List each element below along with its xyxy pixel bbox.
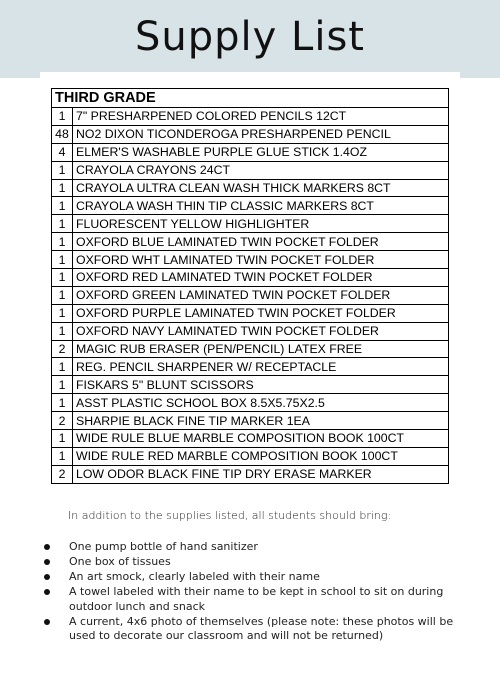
item-cell: ELMER'S WASHABLE PURPLE GLUE STICK 1.4OZ xyxy=(73,143,449,161)
list-item xyxy=(44,570,472,585)
item-cell: LOW ODOR BLACK FINE TIP DRY ERASE MARKER xyxy=(73,465,449,483)
list-item-text: A towel labeled with their name to be kept in school to sit on during outdoor lunch and snack xyxy=(69,585,444,613)
item-cell: REG. PENCIL SHARPENER W/ RECEPTACLE xyxy=(73,358,449,376)
intro-text: In addition to the supplies listed, all students should bring: xyxy=(68,509,392,522)
quantity-cell: 2 xyxy=(52,465,73,483)
table-row xyxy=(52,125,449,143)
list-item-text: An art smock, clearly labeled with their name xyxy=(69,570,320,583)
item-cell: NO2 DIXON TICONDEROGA PRESHARPENED PENCIL xyxy=(73,125,449,143)
table-row xyxy=(52,108,449,126)
table-row xyxy=(52,269,449,287)
table-row xyxy=(52,233,449,251)
item-cell: OXFORD PURPLE LAMINATED TWIN POCKET FOLDER xyxy=(73,304,449,322)
quantity-cell: 1 xyxy=(52,179,73,197)
table-row xyxy=(52,358,449,376)
table-row xyxy=(52,412,449,430)
table-row xyxy=(52,394,449,412)
table-row xyxy=(52,376,449,394)
quantity-cell: 1 xyxy=(52,197,73,215)
list-item xyxy=(44,555,472,570)
quantity-cell: 1 xyxy=(52,286,73,304)
item-cell: WIDE RULE BLUE MARBLE COMPOSITION BOOK 100CT xyxy=(73,430,449,448)
item-cell: MAGIC RUB ERASER (PEN/PENCIL) LATEX FREE xyxy=(73,340,449,358)
quantity-cell: 1 xyxy=(52,322,73,340)
bullet-icon xyxy=(44,619,50,625)
quantity-cell: 1 xyxy=(52,251,73,269)
bullet-icon xyxy=(44,544,50,550)
item-cell: 7" PRESHARPENED COLORED PENCILS 12CT xyxy=(73,108,449,126)
page-title: Supply List xyxy=(135,14,365,60)
item-cell: SHARPIE BLACK FINE TIP MARKER 1EA xyxy=(73,412,449,430)
quantity-cell: 1 xyxy=(52,430,73,448)
quantity-cell: 1 xyxy=(52,108,73,126)
table-row xyxy=(52,179,449,197)
table-row xyxy=(52,143,449,161)
quantity-cell: 1 xyxy=(52,233,73,251)
table-row xyxy=(52,197,449,215)
quantity-cell: 48 xyxy=(52,125,73,143)
item-cell: CRAYOLA WASH THIN TIP CLASSIC MARKERS 8CT xyxy=(73,197,449,215)
item-cell: FISKARS 5" BLUNT SCISSORS xyxy=(73,376,449,394)
grade-heading: THIRD GRADE xyxy=(52,89,449,108)
item-cell: CRAYOLA CRAYONS 24CT xyxy=(73,161,449,179)
table-row xyxy=(52,215,449,233)
list-item xyxy=(44,615,472,644)
supply-table-body xyxy=(52,108,449,484)
table-row xyxy=(52,286,449,304)
table-row xyxy=(52,430,449,448)
list-item-text: One pump bottle of hand sanitizer xyxy=(69,540,258,553)
bring-list xyxy=(44,540,472,644)
table-row xyxy=(52,161,449,179)
table-row xyxy=(52,304,449,322)
item-cell: ASST PLASTIC SCHOOL BOX 8.5X5.75X2.5 xyxy=(73,394,449,412)
quantity-cell: 1 xyxy=(52,304,73,322)
list-item-text: A current, 4x6 photo of themselves (please note: these photos will be used to decorate our classroom and will not be returned) xyxy=(69,614,454,642)
item-cell: OXFORD RED LAMINATED TWIN POCKET FOLDER xyxy=(73,269,449,287)
item-cell: OXFORD GREEN LAMINATED TWIN POCKET FOLDER xyxy=(73,286,449,304)
item-cell: CRAYOLA ULTRA CLEAN WASH THICK MARKERS 8CT xyxy=(73,179,449,197)
quantity-cell: 1 xyxy=(52,215,73,233)
quantity-cell: 1 xyxy=(52,358,73,376)
list-item xyxy=(44,585,472,614)
item-cell: OXFORD NAVY LAMINATED TWIN POCKET FOLDER xyxy=(73,322,449,340)
table-row xyxy=(52,465,449,483)
quantity-cell: 2 xyxy=(52,412,73,430)
quantity-cell: 1 xyxy=(52,376,73,394)
item-cell: WIDE RULE RED MARBLE COMPOSITION BOOK 100CT xyxy=(73,447,449,465)
quantity-cell: 1 xyxy=(52,394,73,412)
bullet-icon xyxy=(44,589,50,595)
item-cell: OXFORD WHT LAMINATED TWIN POCKET FOLDER xyxy=(73,251,449,269)
table-row xyxy=(52,251,449,269)
quantity-cell: 1 xyxy=(52,161,73,179)
item-cell: FLUORESCENT YELLOW HIGHLIGHTER xyxy=(73,215,449,233)
list-item xyxy=(44,540,472,555)
item-cell: OXFORD BLUE LAMINATED TWIN POCKET FOLDER xyxy=(73,233,449,251)
quantity-cell: 1 xyxy=(52,269,73,287)
table-row xyxy=(52,322,449,340)
quantity-cell: 1 xyxy=(52,447,73,465)
quantity-cell: 4 xyxy=(52,143,73,161)
bullet-icon xyxy=(44,574,50,580)
table-row xyxy=(52,447,449,465)
table-row xyxy=(52,340,449,358)
bullet-icon xyxy=(44,559,50,565)
table-header-row xyxy=(52,89,449,108)
list-item-text: One box of tissues xyxy=(69,555,171,568)
supply-table xyxy=(51,88,449,484)
quantity-cell: 2 xyxy=(52,340,73,358)
